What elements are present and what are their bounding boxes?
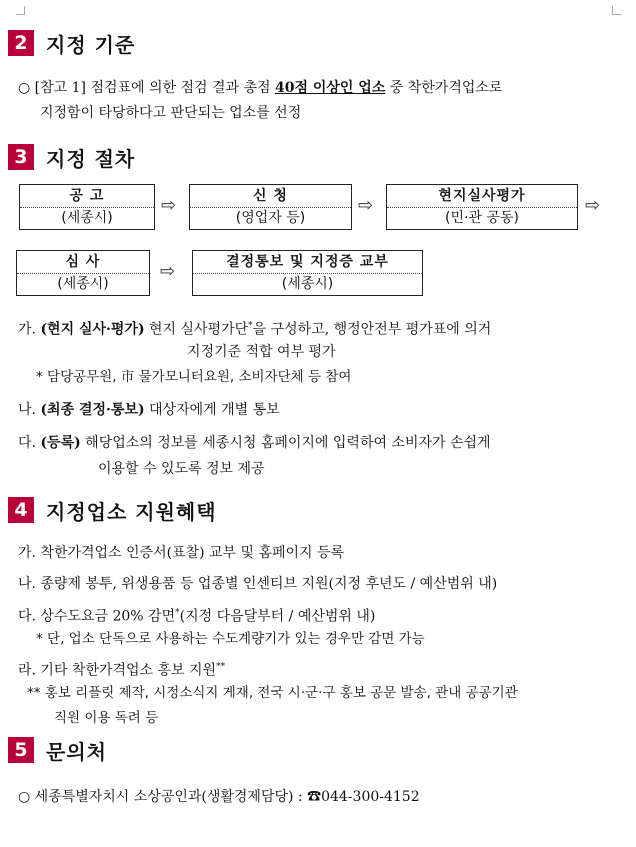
item-label: (최종 결정·통보) — [40, 402, 145, 418]
procedure-item-ga — [18, 317, 491, 339]
section-number: 5 — [8, 737, 34, 763]
footnote-mark: * — [248, 321, 253, 331]
process-box-notify — [192, 250, 423, 296]
process-step: 현지실사평가 — [387, 185, 577, 208]
text: 다. — [18, 435, 41, 451]
procedure-item-da-cont: 이용할 수 있도록 정보 제공 — [98, 461, 265, 477]
footnote-cont: 직원 이용 독려 등 — [54, 710, 159, 726]
process-step: 공 고 — [20, 185, 154, 208]
right-arrow-icon: ⇨ — [358, 195, 374, 216]
procedure-item-na — [18, 401, 280, 419]
footnote-mark: * — [175, 608, 180, 618]
text: 라. 기타 착한가격업소 홍보 지원 — [18, 662, 217, 679]
section-number: 3 — [8, 144, 34, 170]
criteria-line-1 — [18, 79, 502, 97]
text: (지정 다음달부터 / 예산범위 내) — [179, 608, 376, 625]
text: 현지 실사평가단 — [144, 321, 249, 338]
section-heading — [8, 497, 217, 523]
section-title: 지정 기준 — [46, 32, 136, 57]
section-title: 지정 절차 — [46, 146, 136, 171]
process-actor: (민·관 공동) — [445, 210, 519, 226]
contact-line: ○ 세종특별자치시 소상공인과(생활경제담당) : ☎044-300-4152 — [18, 789, 420, 805]
footnote: * 담당공무원, 市 물가모니터요원, 소비자단체 등 참여 — [36, 369, 352, 385]
benefit-item: 나. 종량제 봉투, 위생용품 등 업종별 인센티브 지원(지정 후년도 / 예산범위 내) — [18, 576, 498, 592]
section-heading — [8, 144, 135, 170]
process-actor: (세종시) — [61, 210, 113, 226]
page-corner-mark — [16, 6, 25, 15]
right-arrow-icon: ⇨ — [585, 195, 601, 216]
text: 다. 상수도요금 20% 감면 — [18, 608, 176, 625]
process-step: 심 사 — [17, 251, 149, 274]
text: 나. — [18, 402, 41, 418]
procedure-item-ga-cont: 지정기준 적합 여부 평가 — [187, 344, 336, 360]
right-arrow-icon: ⇨ — [161, 195, 177, 216]
benefit-item — [18, 604, 375, 626]
process-actor: (세종시) — [281, 276, 334, 292]
criteria-line-2: 지정함이 타당하다고 판단되는 업소를 선정 — [40, 105, 302, 121]
process-box-review — [16, 250, 150, 296]
score-threshold: 40점 이상인 업소 — [274, 80, 386, 96]
process-box-announce — [19, 184, 155, 230]
footnote-mark: ** — [216, 662, 226, 672]
process-box-apply — [189, 184, 352, 230]
benefit-item — [18, 658, 225, 680]
footnote: ** 홍보 리플릿 제작, 시정소식지 게재, 전국 시·군·구 홍보 공문 발송, 관내 공공기관 — [27, 685, 518, 701]
text: ○ [참고 1] 점검표에 의한 점검 결과 총점 — [18, 80, 275, 96]
text: 대상자에게 개별 통보 — [144, 402, 280, 418]
right-arrow-icon: ⇨ — [160, 261, 176, 282]
item-label: (등록) — [40, 435, 81, 451]
process-actor: (세종시) — [57, 276, 109, 292]
section-title: 문의처 — [46, 739, 107, 764]
process-box-inspection — [386, 184, 578, 230]
process-step: 결정통보 및 지정증 교부 — [193, 251, 422, 274]
footnote: * 단, 업소 단독으로 사용하는 수도계량기가 있는 경우만 감면 가능 — [36, 631, 425, 647]
text: 을 구성하고, 행정안전부 평가표에 의거 — [252, 321, 492, 338]
procedure-item-da — [18, 434, 491, 452]
section-heading — [8, 737, 107, 763]
process-actor: (영업자 등) — [235, 210, 306, 226]
process-step: 신 청 — [190, 185, 351, 208]
section-heading — [8, 30, 135, 56]
section-title: 지정업소 지원혜택 — [46, 499, 217, 524]
benefit-item: 가. 착한가격업소 인증서(표찰) 교부 및 홈페이지 등록 — [18, 545, 345, 561]
item-label: (현지 실사·평가) — [40, 321, 145, 338]
page-corner-mark — [612, 6, 621, 15]
text: 가. — [18, 321, 41, 338]
section-number: 4 — [8, 497, 34, 523]
section-number: 2 — [8, 30, 34, 56]
text: 해당업소의 정보를 세종시청 홈페이지에 입력하여 소비자가 손쉽게 — [80, 435, 491, 451]
text: 중 착한가격업소로 — [385, 80, 503, 96]
